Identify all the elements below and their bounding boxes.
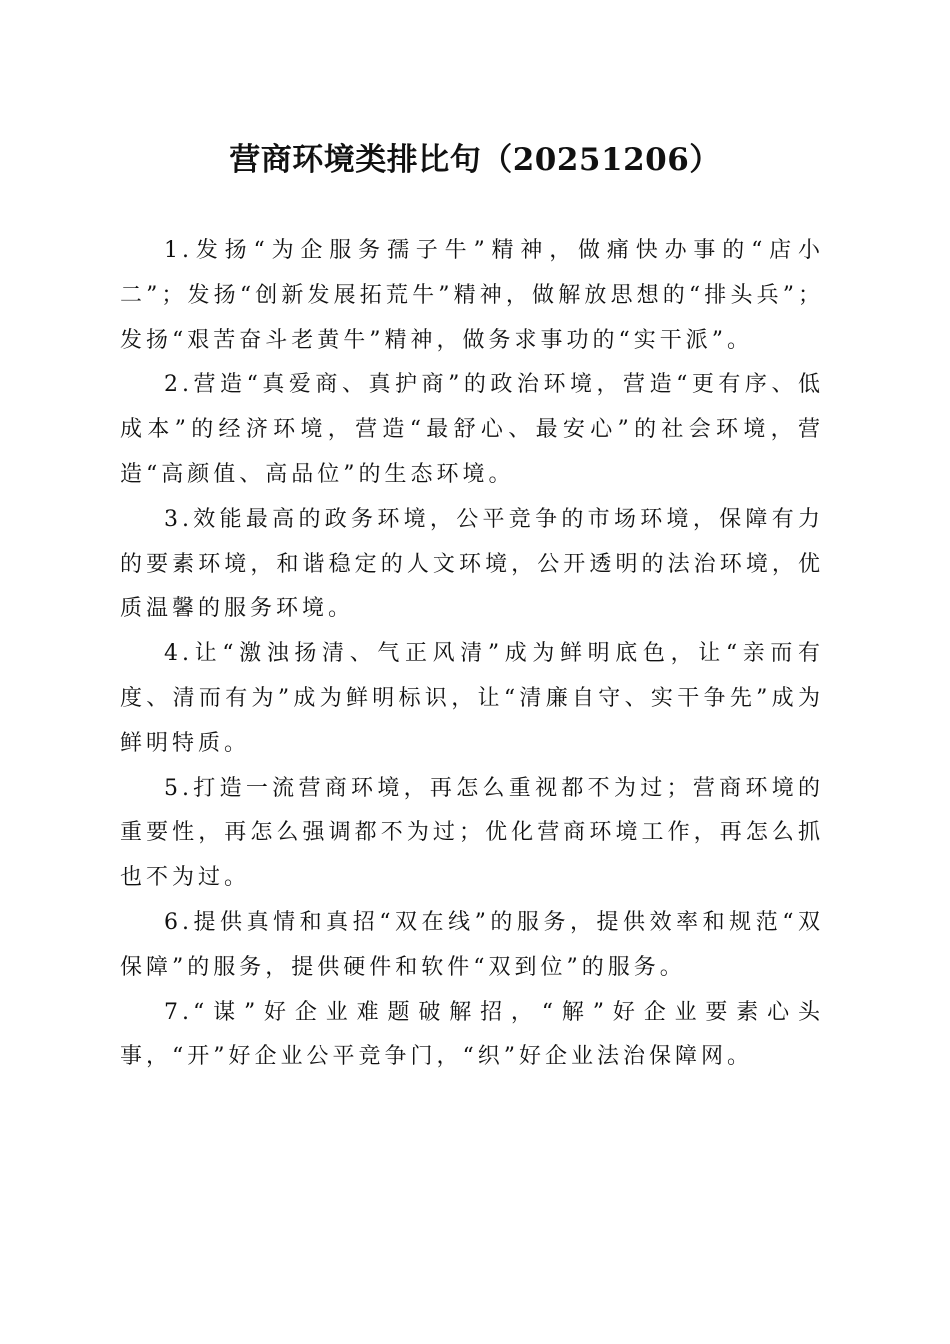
document-body [120,229,824,1080]
paragraph-5: 5.打造一流营商环境，再怎么重视都不为过；营商环境的重要性，再怎么强调都不为过；优化营商环境工作，再怎么抓也不为过。 [120,775,824,891]
paragraph-6: 6.提供真情和真招“双在线”的服务，提供效率和规范“双保障”的服务，提供硬件和软件“双到位”的服务。 [120,909,824,980]
paragraph-4: 4.让“激浊扬清、气正风清”成为鲜明底色，让“亲而有度、清而有为”成为鲜明标识，让“清廉自守、实干争先”成为鲜明特质。 [120,641,824,756]
document-title: 营商环境类排比句（20251206） [229,142,721,178]
paragraph-2: 2.营造“真爱商、真护商”的政治环境，营造“更有序、低成本”的经济环境，营造“最舒心、最安心”的社会环境，营造“高颜值、高品位”的生态环境。 [120,372,824,487]
paragraph-3: 3.效能最高的政务环境，公平竞争的市场环境，保障有力的要素环境，和谐稳定的人文环境，公开透明的法治环境，优质温馨的服务环境。 [120,506,824,622]
paragraph-7: 7.“谋”好企业难题破解招，“解”好企业要素心头事，“开”好企业公平竞争门，“织”好企业法治保障网。 [120,999,824,1070]
paragraph-1: 1.发扬“为企服务孺子牛”精神，做痛快办事的“店小二”；发扬“创新发展拓荒牛”精神，做解放思想的“排头兵”；发扬“艰苦奋斗老黄牛”精神，做务求事功的“实干派”。 [120,238,824,353]
